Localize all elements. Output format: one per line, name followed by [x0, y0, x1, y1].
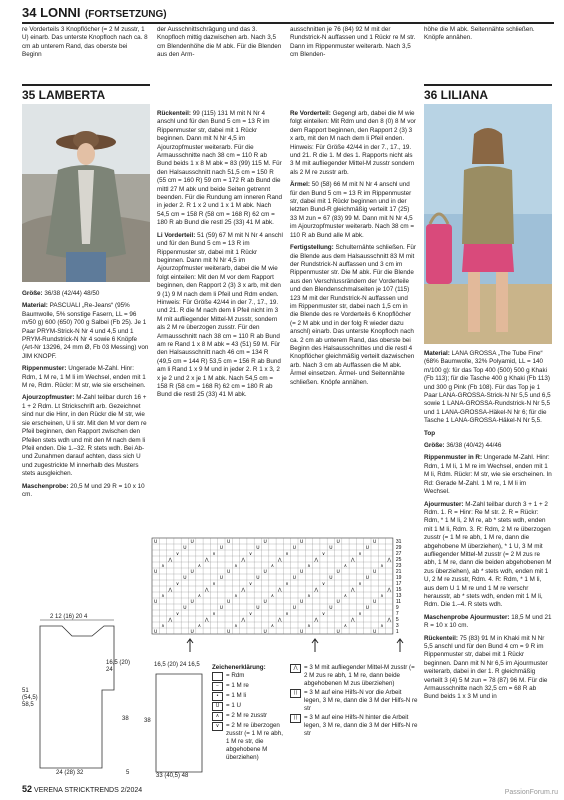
- chart-symbol: ∧: [343, 593, 348, 599]
- liliana-rueckenteil-text: 75 (83) 91 M in Khaki mit N Nr 5,5 anschl und für den Bund 4 cm = 9 R im Rippenmuster str, dabei mit 1 Rückr beginnen. Dann mit N Nr 6,5 im Ajourmuster weiterarb, dabei in der 1. R gleichmäßig verteilt 3 (4) 5 M zun = 78 (87) 96 M. Für die Armausschnitte nach 32,5 cm = 68 R ab Bund beids 1 x 3 M und in: [424, 634, 548, 701]
- chart-symbol: ⋀: [204, 617, 209, 623]
- legend-item: [212, 712, 286, 721]
- continuation-header: [22, 4, 554, 24]
- chart-row-number: 31: [395, 539, 402, 545]
- chart-row-number: 29: [395, 545, 402, 551]
- chart-symbol: ∧: [380, 623, 384, 629]
- chart-symbol: ∨: [358, 581, 362, 587]
- chart-symbol: ∨: [358, 611, 362, 617]
- legend-item: [290, 664, 418, 688]
- chart-symbol: ∨: [212, 611, 216, 617]
- front-side-left: 51 (54,5) 58,5: [22, 688, 38, 708]
- fertigstellung-text: Schulternähte schließen. Für die Blende aus dem Halsausschnitt 83 M mit der Rundstrick-N auffassen und 3 cm im Rippenmuster str. Die M abk. Für die Blende aus den Verschlussrändern der Vorderteile und den Blendenschmalseiten je 107 (115) 123 M mit der Rundstrick-N auffassen und im Rippenmuster str, dabei nach 1,5 cm in die Blende des re Vorderteils 6 Knopflöcher (= 2 M abk und in der folg R wieder dazu anschl) einarb. Das unterste Knopfloch nach ca. 2 cm ab unterem Rand, das oberste bei Beginn des Halsausschnittes und die restl 4 Knopflöcher gleichmäßig verteilt dazwischen arb. Nach 3 cm ab Auffassen die M abk. Ärmel einsetzen. Ärmel- und Seitennähte schließen. Knöpfe annähen.: [290, 244, 416, 386]
- chart-symbol: ⋀: [387, 617, 392, 623]
- chart-symbol: U: [329, 605, 333, 611]
- ajour-label: Ajourzopfmuster:: [22, 394, 75, 402]
- legend-symbol: ⋀: [290, 664, 301, 673]
- legend-symbol: ⟨⟩: [290, 689, 301, 698]
- front-bottom-dims: 24 (28) 32: [56, 770, 84, 776]
- chart-symbol: U: [292, 545, 296, 551]
- chart-symbol: ∧: [234, 563, 238, 569]
- legend-label: = Rdm: [226, 672, 245, 679]
- chart-symbol: U: [373, 599, 377, 605]
- chart-symbol: ∧: [197, 593, 202, 599]
- chart-symbol: U: [329, 575, 333, 581]
- chart-symbol: U: [263, 629, 267, 635]
- chart-row-number: 11: [395, 599, 402, 605]
- chart-symbol: ∨: [285, 551, 289, 557]
- liliana-photo-illustration: [424, 104, 552, 344]
- chart-symbol: ∧: [197, 623, 202, 629]
- chart-row-number: 25: [395, 557, 402, 563]
- legend-left: [212, 664, 286, 763]
- chart-symbol: ∧: [307, 623, 311, 629]
- front-center-dim: 38: [122, 716, 129, 722]
- re-vorderteil-label: Re Vorderteil:: [290, 110, 331, 117]
- chart-symbol: U: [292, 605, 296, 611]
- front-top-dims: 2 12 (16) 20 4: [50, 614, 88, 620]
- rippen-label: Rippenmuster:: [22, 365, 67, 373]
- chart-symbol: U: [300, 629, 304, 635]
- section-suffix: (FORTSETZUNG): [84, 9, 167, 20]
- chart-symbol: ∨: [248, 551, 253, 557]
- front-right-dim: 16,5 (20) 24: [106, 660, 131, 673]
- knitting-chart-grid: [150, 536, 418, 656]
- schematic-sleeve: [144, 660, 210, 782]
- li-vorderteil-text: 51 (59) 67 M mit N Nr 4 anschl und für den Bund 5 cm = 13 R im Rippenmuster str, dabei mit 1 Rückr beginnen. Dann mit N Nr 4,5 im Ajourzopfmuster weiterarb, dabei die M wie folgt einteilen: Mit den M vor dem Rapport beginnen, den Rapport 2 (3) 3 x arb, mit den 9 (1) 9 M nach dem li Pfeil und Rdm enden. Hinweis: Für Größe 42/44 in der 7., 17., 19. und 21. R die M nach dem li Pfeil nicht im 3 M mit aufliegender Mittel-M zusstr, sondern als 2 M re überzogen zusstr. Für den Armausschnitt nach 38 cm = 110 R ab Bund am re Rand 1 x 8 M abk = 43 (51) 59 M. Für den Halsausschnitt nach 46 cm = 134 R (49,5 cm = 144 R) 53,5 cm = 156 R ab Bund am li Rand 1 x 9 M und in jeder 2. R 1 x 3, 2 x je 2 und 2 x je 1 M abk. Nach 54,5 cm = 158 R (58 cm = 168 R) 62 cm = 180 R ab Bund die restl 25 (33) 41 M abk.: [157, 231, 283, 399]
- chart-symbol: U: [365, 575, 369, 581]
- front-r5-dim: 5: [126, 770, 130, 776]
- chart-symbol: ∧: [343, 563, 348, 569]
- chart-symbol: U: [256, 575, 260, 581]
- chart-symbol: U: [292, 575, 296, 581]
- chart-symbol: U: [190, 629, 194, 635]
- chart-symbol: U: [263, 539, 267, 545]
- sleeve-top-dims: 16,5 (20) 24 16,5: [154, 662, 200, 668]
- chart-symbol: ∨: [321, 551, 326, 557]
- chart-row-number: 27: [395, 551, 402, 557]
- chart-symbol: U: [183, 575, 187, 581]
- chart-symbol: ∨: [212, 581, 216, 587]
- chart-symbol: ⋀: [241, 617, 246, 623]
- chart-symbol: U: [336, 539, 340, 545]
- liliana-col4: [424, 350, 552, 780]
- chart-symbol: ∧: [234, 623, 238, 629]
- chart-symbol: U: [219, 545, 223, 551]
- chart-symbol: ⋀: [168, 617, 173, 623]
- chart-row-number: 9: [395, 605, 399, 611]
- chart-symbol: ∧: [234, 593, 238, 599]
- chart-symbol: ∧: [343, 623, 348, 629]
- chart-symbol: U: [329, 545, 333, 551]
- chart-symbol: ∧: [161, 563, 165, 569]
- chart-symbol: U: [263, 569, 267, 575]
- liliana-rueckenteil-label: Rückenteil:: [424, 634, 458, 642]
- chart-symbol: ⋀: [350, 617, 355, 623]
- chart-symbol: U: [373, 569, 377, 575]
- section-rule-right: [424, 84, 552, 86]
- maschenprobe-label: Maschenprobe:: [22, 482, 69, 490]
- legend-symbol: [212, 672, 223, 681]
- legend-symbol: ⟩⟨: [290, 714, 301, 723]
- chart-symbol: U: [183, 605, 187, 611]
- chart-symbol: U: [219, 575, 223, 581]
- liliana-groesse-value: 36/38 (40/42) 44/46: [446, 442, 502, 450]
- legend-item: [212, 702, 286, 711]
- chart-row-number: 15: [395, 587, 402, 593]
- chart-symbol: ∧: [380, 593, 384, 599]
- sleeve-height: 38: [144, 718, 151, 724]
- chart-row-number: 13: [395, 593, 402, 599]
- legend-label: = 1 M li: [226, 692, 247, 699]
- chart-symbol: ⋀: [277, 557, 282, 563]
- chart-symbol: U: [190, 569, 194, 575]
- chart-symbol: ⋀: [204, 587, 209, 593]
- maschenprobe-text: 20,5 M und 29 R = 10 x 10 cm.: [22, 482, 145, 498]
- knitting-chart: [150, 536, 418, 656]
- liliana-ajour-text: M-Zahl teilbar durch 3 + 1 + 2 Rdm. 1. R = Hinr: Re M str. 2. R = Rückr: Rdm, * 1 M li, 2 M re, ab * stets wdh, enden mit 1 M li, Rdm. 3. R: Rdm, 2 M re überzogen zusstr (= 1 M re abh, 1 M re, dann die abgehobene M überziehen), * 1 U, 3 M mit aufliegender Mittel-M zusstr (= 2 M zus re abh, 1 M re, dann die beiden abgehobenen M zus überziehen), ab * stets wdh, enden mit 1 U, 2 M re zusstr, Rdm. 4. R: Rdm, * 1 M li, aus dem U 1 M re und 1 M re verschr herausstr, ab * stets wdh, enden mit 1 M li, Rdm. Die 1.–4. R stets wdh.: [424, 500, 552, 609]
- chart-row-number: 5: [395, 617, 399, 623]
- chart-symbol: ∧: [270, 593, 275, 599]
- legend-item: [290, 689, 418, 713]
- chart-symbol: U: [190, 599, 194, 605]
- chart-symbol: U: [300, 599, 304, 605]
- chart-symbol: ∧: [270, 623, 275, 629]
- chart-symbol: ⋀: [314, 557, 319, 563]
- chart-symbol: ∨: [358, 551, 362, 557]
- legend-label: = 3 M auf eine Hilfs-N vor die Arbeit legen, 3 M re, dann die 3 M der Hilfs-N re str: [304, 689, 418, 712]
- rippen-text: Ungerade M-Zahl. Hinr: Rdm, 1 M re, 1 M li im Wechsel, enden mit 1 M re, Rdm. Rückr: M str, wie sie erscheinen.: [22, 365, 146, 390]
- magazine-name: VERENA STRICKTRENDS 2/2024: [33, 787, 143, 794]
- legend-item: [290, 714, 418, 738]
- chart-symbol: ∨: [248, 611, 253, 617]
- chart-symbol: ∨: [212, 551, 216, 557]
- chart-symbol: ⋀: [277, 587, 282, 593]
- chart-row-number: 1: [395, 629, 399, 635]
- chart-symbol: U: [219, 605, 223, 611]
- chart-symbol: U: [154, 599, 158, 605]
- liliana-rippen-label: Rippenmuster in R:: [424, 454, 483, 462]
- chart-row-number: 17: [395, 581, 402, 587]
- legend-item: [212, 672, 286, 681]
- liliana-top-heading: Top: [424, 429, 436, 437]
- fertigstellung-label: Fertigstellung:: [290, 244, 334, 252]
- lamberta-col3: [290, 110, 416, 530]
- chart-row-number: 3: [395, 623, 399, 629]
- sleeve-bottom-dims: 33 (40,5) 48: [156, 773, 189, 779]
- legend-symbol: ∨: [212, 722, 223, 731]
- liliana-photo: [424, 104, 552, 344]
- legend-label: = 1 M re: [226, 682, 249, 689]
- chart-symbol: ∨: [175, 581, 180, 587]
- chart-symbol: U: [365, 545, 369, 551]
- chart-symbol: U: [227, 569, 231, 575]
- legend-label: = 2 M re überzogen zusstr (= 1 M re abh, 1 M re str, die abgehobene M überziehen): [226, 722, 283, 761]
- page-footer: [22, 784, 142, 794]
- page-number: 52: [22, 784, 33, 794]
- chart-symbol: ⋀: [387, 557, 392, 563]
- material-text: PASCUALI „Re-Jeans“ (95% Baumwolle, 5% sonstige Fasern, LL = 96 m/50 g) 600 (650) 700 g Salbei (Fb 25). Je 1 Paar PRYM-Strick-N Nr 4 und 4,5 und 1 PRYM-Rundstrick-N Nr 4 sowie 6 Knöpfe (Art-Nr 13296, 24 mm Ø, Fb 03 Messing) von JIM KNOPF.: [22, 302, 149, 360]
- chart-symbol: ∧: [380, 563, 384, 569]
- chart-symbol: U: [300, 539, 304, 545]
- chart-symbol: ∧: [161, 593, 165, 599]
- aermel-label: Ärmel:: [290, 181, 310, 189]
- chart-row-number: 19: [395, 575, 402, 581]
- section-rule-left: [22, 84, 150, 86]
- chart-symbol: ⋀: [350, 557, 355, 563]
- chart-symbol: U: [227, 539, 231, 545]
- rueckenteil-label: Rückenteil:: [157, 110, 191, 117]
- section-title-lamberta: 35 LAMBERTA: [22, 88, 106, 102]
- liliana-ajour-label: Ajourmuster:: [424, 500, 464, 508]
- aermel-text: 50 (58) 66 M mit N Nr 4 anschl und für den Bund 5 cm = 13 R im Rippenmuster str, dabei mit 1 Rückr beginnen und in der letzten Bund-R gleichmäßig verteilt 17 (25) 33 M zun = 67 (83) 99 M. Dann mit N Nr 4,5 im Ajourzopfmuster weiterarb. Nach 38 cm = 110 R ab Bund alle M abk.: [290, 181, 415, 239]
- schematic-sleeve-drawing: [150, 660, 210, 782]
- legend-item: [212, 692, 286, 701]
- chart-symbol: U: [190, 539, 194, 545]
- lamberta-photo: [22, 104, 150, 282]
- li-vorderteil-label: Li Vorderteil:: [157, 231, 196, 239]
- chart-arrow: [397, 639, 403, 652]
- chart-symbol: ⋀: [314, 617, 319, 623]
- chart-symbol: U: [183, 545, 187, 551]
- legend-label: = 3 M mit aufliegender Mittel-M zusstr (= 2 M zus re abh, 1 M re, dann beide abgehobenen M zus überziehen): [304, 664, 415, 687]
- re-vorderteil-text: Gegengl arb, dabei die M wie folgt einteilen: Mit Rdm und den 8 (0) 8 M vor dem Rapport beginnen, den Rapport 2 (3) 3 x arb, mit den M nach dem li Pfeil enden. Hinweis: Für Größe 42/44 in der 7., 17., 19. und 21. R die 1. M des 1. Rapports nicht als 3 M mit aufliegender Mittel-M zusstr sondern als 2 M re zusstr arb.: [290, 110, 416, 176]
- legend-item: [212, 682, 286, 691]
- legend-symbol: U: [212, 702, 223, 711]
- chart-symbol: ⋀: [204, 557, 209, 563]
- legend-label: = 1 U: [226, 702, 241, 709]
- legend-label: = 2 M re zusstr: [226, 712, 268, 719]
- chart-symbol: U: [256, 605, 260, 611]
- chart-symbol: U: [227, 629, 231, 635]
- chart-symbol: ∨: [175, 551, 180, 557]
- lamberta-col2: [157, 110, 283, 530]
- lamberta-col1: [22, 290, 150, 580]
- legend-symbol: −: [212, 682, 223, 691]
- continuation-text-col4: höhe die M abk. Seitennähte schließen. Knöpfe annähen.: [424, 26, 535, 42]
- chart-symbol: ∧: [307, 563, 311, 569]
- chart-symbol: ∧: [197, 563, 202, 569]
- chart-symbol: ∧: [161, 623, 165, 629]
- chart-symbol: U: [365, 605, 369, 611]
- liliana-maschen-text: 18,5 M und 21 R = 10 x 10 cm.: [424, 613, 552, 630]
- section-number-title: 34 LONNI: [22, 5, 81, 20]
- legend-right: [290, 664, 418, 739]
- groesse-value: 36/38 (42/44) 48/50: [44, 290, 100, 297]
- chart-row-number: 21: [395, 569, 402, 575]
- chart-symbol: ∧: [307, 593, 311, 599]
- chart-symbol: ⋀: [277, 617, 282, 623]
- chart-symbol: U: [373, 539, 377, 545]
- watermark: PassionForum.ru: [504, 789, 558, 796]
- chart-symbol: ∧: [270, 563, 275, 569]
- chart-arrow: [312, 639, 318, 652]
- chart-symbol: U: [154, 539, 158, 545]
- chart-row-number: 7: [395, 611, 399, 617]
- chart-arrow: [187, 639, 193, 652]
- chart-symbol: ⋀: [241, 587, 246, 593]
- rueckenteil-text: 99 (115) 131 M mit N Nr 4 anschl und für den Bund 5 cm = 13 R im Rippenmuster str, dabei mit 1 Rückr beginnen. Dann mit N Nr 4,5 im Ajourzopfmuster weiterarb. Für die Armausschnitte nach 38 cm = 110 R ab Bund beids 1 x 8 M abk = 83 (99) 115 M. Für den Halsausschnitt nach 51,5 cm = 150 R (55 cm = 160 R) 59 cm = 172 R ab Bund die mittl 27 M abk und beide Seiten getrennt beenden. Für die Rundung am inneren Rand in jeder 2. R 1 x 2 und 1 x 1 M abk. Nach 54,5 cm = 158 R (58 cm = 168 R) 62 cm = 180 R ab Bund die restl 25 (33) 41 M abk.: [157, 110, 282, 227]
- chart-symbol: ∨: [321, 581, 326, 587]
- continuation-text-col2: der Ausschnittschrägung und das 3. Knopfloch mittig dazwischen arb. Nach 3,5 cm Blendenhöhe die M abk. Für die Blenden aus den Arm-: [157, 26, 282, 59]
- chart-symbol: ∨: [321, 611, 326, 617]
- liliana-material-text: LANA GROSSA „The Tube Fine“ (68% Baumwolle, 32% Polyamid, LL = 140 m/100 g): für das Top 400 (500) 500 g Khaki (Fb 113); für die Tasche 400 g Khaki (Fb 113) und 300 g Pink (Fb 108). Für das Top je 1 Paar LANA-GROSSA-Strick-N Nr 5,5 und 6,5 sowie 1 LANA-GROSSA-Rundstrick-N Nr 5,5 und 1 LANA-GROSSA-Häkel-N Nr 6; für die Tasche 1 LANA-GROSSA-Häkel-N Nr 5,5.: [424, 350, 551, 425]
- chart-symbol: ∨: [285, 581, 289, 587]
- chart-row-number: 23: [395, 563, 402, 569]
- chart-symbol: ⋀: [241, 557, 246, 563]
- chart-symbol: ⋀: [314, 587, 319, 593]
- chart-symbol: U: [154, 569, 158, 575]
- chart-symbol: U: [373, 629, 377, 635]
- chart-symbol: ∨: [175, 611, 180, 617]
- chart-symbol: U: [300, 569, 304, 575]
- groesse-label: Größe:: [22, 290, 43, 297]
- chart-symbol: ⋀: [387, 587, 392, 593]
- chart-symbol: U: [227, 599, 231, 605]
- chart-symbol: U: [154, 629, 158, 635]
- liliana-groesse-label: Größe:: [424, 442, 445, 450]
- chart-symbol: ∨: [285, 611, 289, 617]
- legend-item: [212, 722, 286, 762]
- liliana-rippen-text: Ungerade M-Zahl. Hinr: Rdm, 1 M li, 1 M re im Wechsel, enden mit 1 M li, Rdm. Rückr: M str, wie sie erscheinen. In Rd: Gerade M-Zahl. 1 M re, 1 M li im Wechsel.: [424, 454, 552, 496]
- continuation-text-col1: re Vorderteils 3 Knopflöcher (= 2 M zusstr, 1 U) einarb. Das unterste Knopfloch nach ca. 8 cm ab unterem Rand, das oberste bei Beginn: [22, 26, 148, 59]
- chart-symbol: ⋀: [350, 587, 355, 593]
- continuation-text-col3: ausschnitten je 76 (84) 92 M mit der Rundstrick-N auffassen und 1 Rückr re M str. Dann im Rippenmuster weiterarb. Nach 3,5 cm Blenden-: [290, 26, 416, 59]
- chart-symbol: U: [256, 545, 260, 551]
- section-title-liliana: 36 LILIANA: [424, 88, 489, 102]
- schematic-front: [22, 590, 142, 780]
- chart-symbol: U: [263, 599, 267, 605]
- legend-title: Zeichenerklärung:: [212, 664, 266, 671]
- chart-symbol: U: [336, 569, 340, 575]
- chart-symbol: U: [336, 599, 340, 605]
- material-label: Material:: [22, 302, 48, 310]
- liliana-maschen-label: Maschenprobe Ajourmuster:: [424, 613, 510, 621]
- chart-symbol: ⋀: [168, 587, 173, 593]
- lamberta-photo-illustration: [22, 104, 150, 282]
- legend-label: = 3 M auf eine Hilfs-N hinter die Arbeit legen, 3 M re, dann die 3 M der Hilfs-N re str: [304, 714, 418, 737]
- chart-symbol: ∨: [248, 581, 253, 587]
- ajour-text: M-Zahl teilbar durch 16 + 1 + 2 Rdm. Lt Strickschrift arb. Gezeichnet sind nur die Hinr, in den Rückr die M str, wie sie erscheinen, U li str. Mit den M vor dem re Pfeil beginnen, den Rapport zwischen den Pfeilen stets wdh und mit den M nach dem li Pfeil enden. Die 1.–32. R stets wdh. Bei Ab- und Zunahmen darauf achten, dass sich U und zugestrickte M innerhalb des Musters stets ausgleichen.: [22, 394, 147, 478]
- legend-symbol: •: [212, 692, 223, 701]
- liliana-material-label: Material:: [424, 350, 450, 357]
- legend-symbol: ∧: [212, 712, 223, 721]
- chart-symbol: U: [336, 629, 340, 635]
- chart-symbol: ⋀: [168, 557, 173, 563]
